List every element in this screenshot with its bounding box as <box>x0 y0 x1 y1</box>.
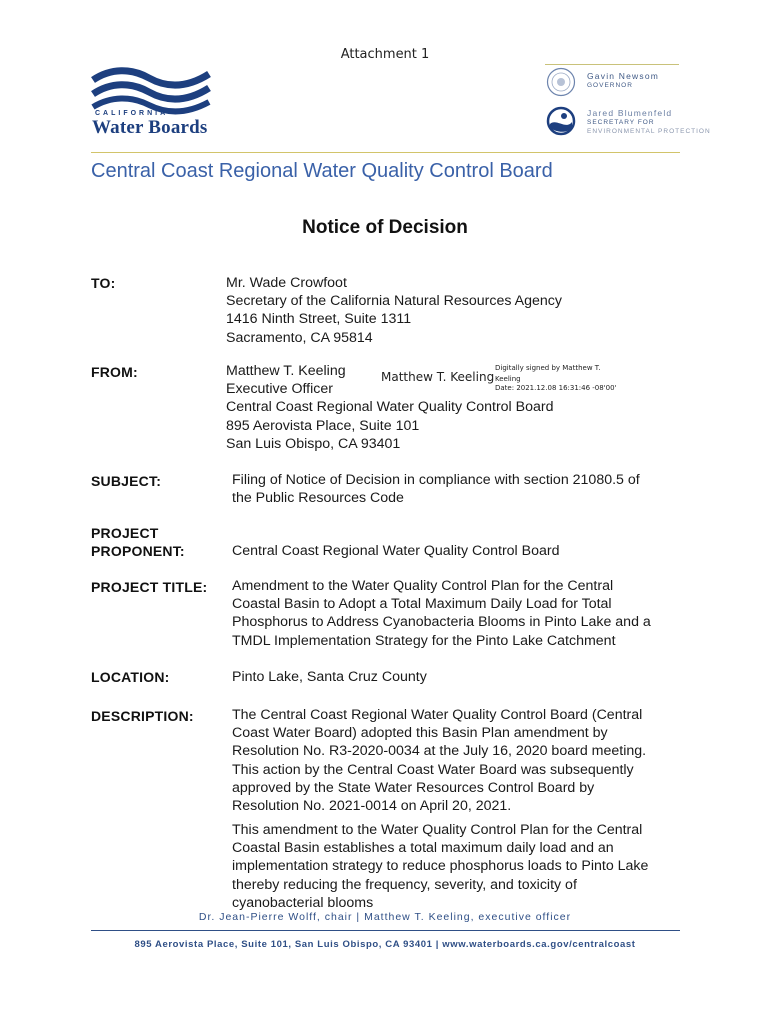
from-line: San Luis Obispo, CA 93401 <box>226 435 401 452</box>
description-line: cyanobacterial blooms <box>232 894 374 911</box>
proponent-label-line1: PROJECT <box>91 525 159 541</box>
subject-line: the Public Resources Code <box>232 490 404 507</box>
location-value: Pinto Lake, Santa Cruz County <box>232 669 427 685</box>
notice-title: Notice of Decision <box>302 217 468 238</box>
header-top-rule <box>545 64 679 65</box>
subject-label: SUBJECT: <box>91 473 162 489</box>
to-block <box>226 274 562 347</box>
description-line: This amendment to the Water Quality Control Plan for the Central <box>232 822 643 838</box>
signature-signed-by-1: Digitally signed by Matthew T. <box>495 364 601 372</box>
from-line: 895 Aerovista Place, Suite 101 <box>226 417 420 434</box>
from-line: Matthew T. Keeling <box>226 363 346 379</box>
secretary-title-line1: SECRETARY FOR <box>587 119 655 126</box>
description-line: Coast Water Board) adopted this Basin Plan amendment by <box>232 725 608 742</box>
secretary-title-line2: ENVIRONMENTAL PROTECTION <box>587 128 711 135</box>
signature-signed-by-2: Keeling <box>495 375 521 383</box>
description-line: Resolution No. R3-2020-0034 at the July 16, 2020 board meeting. <box>232 743 647 760</box>
project-title-block <box>232 577 651 650</box>
from-line: Central Coast Regional Water Quality Control Board <box>226 399 554 416</box>
board-title: Central Coast Regional Water Quality Control Board <box>91 160 553 182</box>
to-line: Mr. Wade Crowfoot <box>226 275 347 291</box>
subject-block <box>232 471 640 507</box>
header-divider <box>91 152 680 153</box>
description-line: This action by the Central Coast Water Board was subsequently <box>232 761 634 778</box>
footer-address: 895 Aerovista Place, Suite 101, San Luis Obispo, CA 93401 | www.waterboards.ca.gov/centralcoast <box>134 939 636 950</box>
description-para2 <box>232 821 648 912</box>
to-line: Secretary of the California Natural Resources Agency <box>226 293 562 310</box>
project-title-line: Amendment to the Water Quality Control Plan for the Central <box>232 578 614 594</box>
footer-leadership: Dr. Jean-Pierre Wolff, chair | Matthew T. Keeling, executive officer <box>198 911 572 923</box>
proponent-value: Central Coast Regional Water Quality Control Board <box>232 543 560 559</box>
governor-name: Gavin Newsom <box>587 71 660 81</box>
description-line: Coastal Basin establishes a total maximum daily load and an <box>232 840 614 857</box>
description-para1 <box>232 706 646 815</box>
calepa-logo-icon <box>546 106 576 136</box>
from-label: FROM: <box>91 364 138 380</box>
description-label: DESCRIPTION: <box>91 708 194 724</box>
logo-water-boards-text: Water Boards <box>92 117 208 138</box>
from-line: Executive Officer <box>226 381 333 398</box>
state-seal-icon <box>546 67 576 97</box>
project-title-label: PROJECT TITLE: <box>91 579 208 595</box>
description-line: implementation strategy to reduce phosphorus loads to Pinto Lake <box>232 858 649 875</box>
description-line: The Central Coast Regional Water Quality Control Board (Central <box>232 707 643 723</box>
description-line: thereby reducing the frequency, severity, and toxicity of <box>232 876 577 893</box>
to-label: TO: <box>91 275 116 291</box>
proponent-label <box>91 524 185 560</box>
attachment-label: Attachment 1 <box>340 47 430 62</box>
footer-divider <box>91 930 680 931</box>
project-title-line: Coastal Basin to Adopt a Total Maximum Daily Load for Total <box>232 596 612 613</box>
secretary-name: Jared Blumenfeld <box>587 108 673 118</box>
proponent-label-line2: PROPONENT: <box>91 543 185 559</box>
subject-line: Filing of Notice of Decision in compliance with section 21080.5 of <box>232 472 640 488</box>
digital-signature-name[interactable]: Matthew T. Keeling <box>381 370 495 384</box>
to-line: 1416 Ninth Street, Suite 1311 <box>226 311 412 328</box>
project-title-line: TMDL Implementation Strategy for the Pinto Lake Catchment <box>232 632 616 649</box>
signature-date: Date: 2021.12.08 16:31:46 -08'00' <box>495 384 617 392</box>
location-label: LOCATION: <box>91 669 170 685</box>
governor-title: GOVERNOR <box>587 82 633 89</box>
to-line: Sacramento, CA 95814 <box>226 329 373 346</box>
description-line: approved by the State Water Resources Control Board by <box>232 779 595 796</box>
description-line: Resolution No. 2021-0014 on April 20, 2021. <box>232 798 512 815</box>
logo-california-text: CALIFORNIA <box>95 110 169 117</box>
project-title-line: Phosphorus to Address Cyanobacteria Blooms in Pinto Lake and a <box>232 614 651 631</box>
